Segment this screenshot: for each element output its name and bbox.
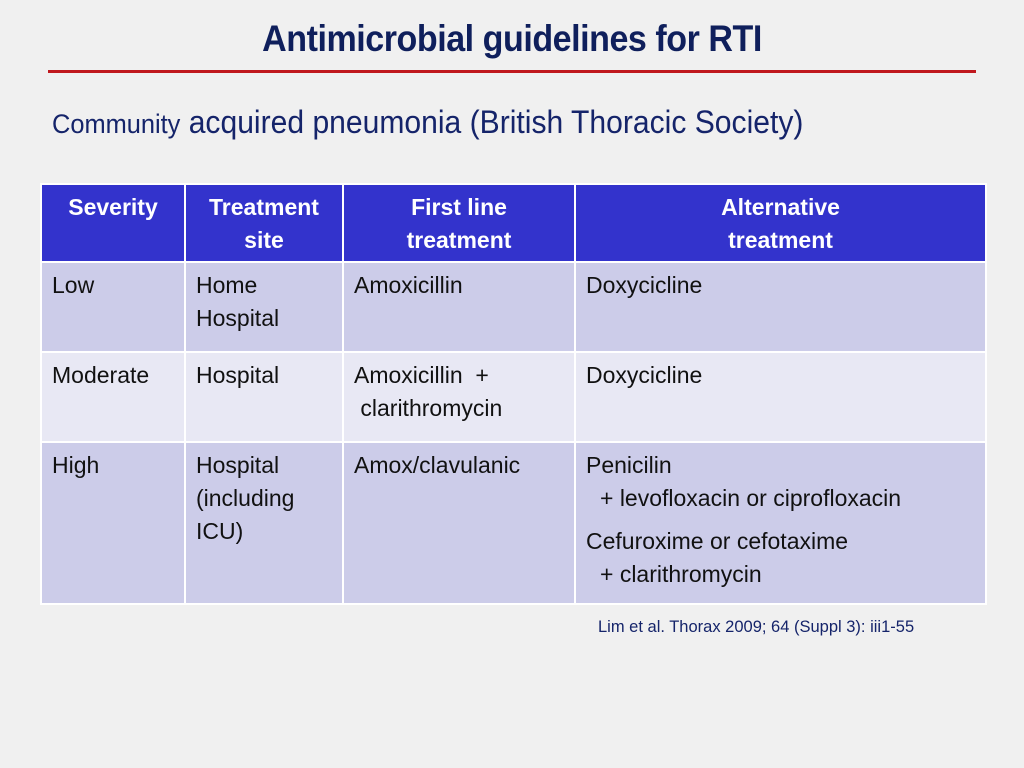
- site-text: ICU): [196, 518, 244, 544]
- table-row: [41, 352, 986, 442]
- header-text: treatment: [728, 227, 833, 253]
- first-line-text: clarithromycin: [354, 395, 503, 421]
- alternative-text: + levofloxacin or ciprofloxacin: [600, 485, 902, 511]
- slide-subtitle: [52, 104, 803, 141]
- severity-text: High: [52, 452, 100, 478]
- header-text: Alternative: [721, 194, 840, 220]
- cell-severity: [41, 442, 185, 604]
- subtitle-prefix: Community: [52, 109, 181, 139]
- cell-severity: [41, 262, 185, 352]
- first-line-text: Amox/clavulanic: [354, 452, 521, 478]
- header-text: Severity: [68, 194, 158, 220]
- alternative-text: + clarithromycin: [600, 561, 762, 587]
- header-first-line: [343, 184, 575, 262]
- header-alternative: [575, 184, 986, 262]
- header-treatment-site: [185, 184, 343, 262]
- cell-alternative: [575, 262, 986, 352]
- cell-first-line: [343, 262, 575, 352]
- alternative-text: Penicilin: [586, 452, 672, 478]
- cell-site: [185, 352, 343, 442]
- severity-text: Moderate: [52, 362, 150, 388]
- site-text: Hospital: [196, 305, 280, 331]
- first-line-text: Amoxicillin: [354, 272, 463, 298]
- cell-site: [185, 442, 343, 604]
- table-header-row: [41, 184, 986, 262]
- alternative-text: Cefuroxime or cefotaxime: [586, 528, 849, 554]
- header-severity: [41, 184, 185, 262]
- cell-alternative: [575, 352, 986, 442]
- header-text: treatment: [406, 227, 512, 253]
- table-row: [41, 442, 986, 604]
- site-text: Hospital: [196, 452, 280, 478]
- header-text: First line: [411, 194, 507, 220]
- site-text: Hospital: [196, 362, 280, 388]
- alternative-text: Doxycicline: [586, 362, 703, 388]
- cell-first-line: [343, 442, 575, 604]
- guidelines-table: [40, 183, 987, 605]
- site-text: Home: [196, 272, 258, 298]
- cell-alternative: [575, 442, 986, 604]
- slide-title: Antimicrobial guidelines for RTI: [262, 18, 762, 59]
- cell-severity: [41, 352, 185, 442]
- severity-text: Low: [52, 272, 95, 298]
- header-text: Treatment: [209, 194, 319, 220]
- subtitle-rest: acquired pneumonia (British Thoracic Society): [180, 104, 804, 140]
- header-text: site: [244, 227, 284, 253]
- title-divider: [48, 70, 976, 73]
- first-line-text: Amoxicillin +: [354, 362, 489, 388]
- citation-reference: Lim et al. Thorax 2009; 64 (Suppl 3): iii1-55: [598, 618, 915, 636]
- table-row: [41, 262, 986, 352]
- cell-first-line: [343, 352, 575, 442]
- cell-site: [185, 262, 343, 352]
- site-text: (including: [196, 485, 295, 511]
- alternative-text: Doxycicline: [586, 272, 703, 298]
